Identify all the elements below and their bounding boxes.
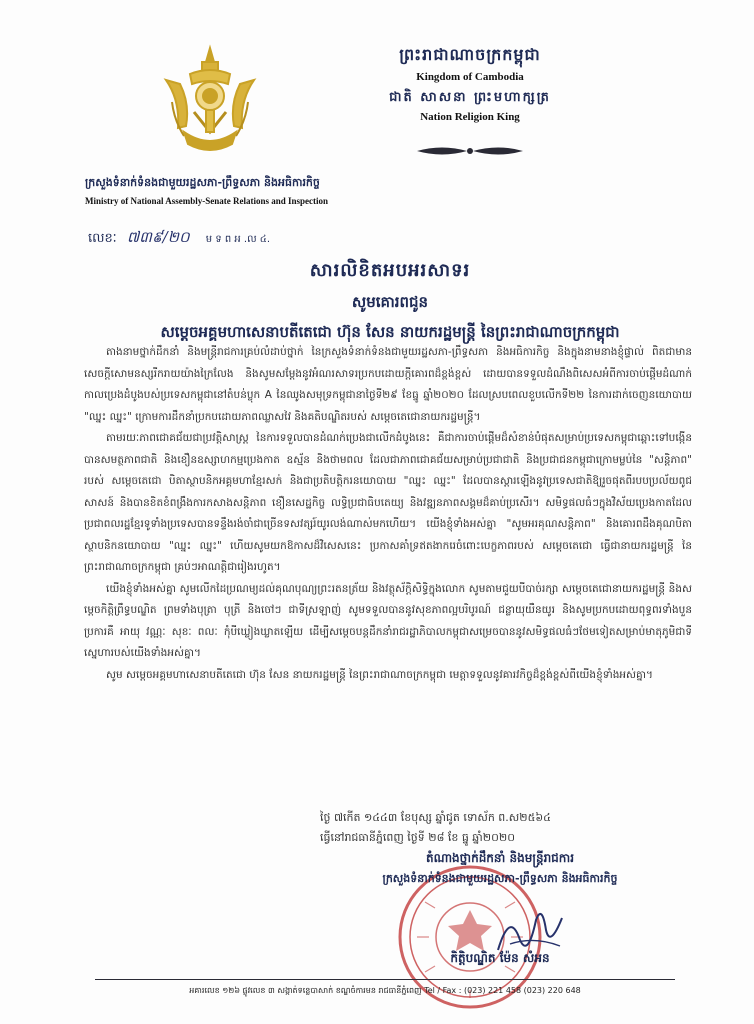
kingdom-title-en: Kingdom of Cambodia [416,71,524,83]
letter-type-title: សារលិខិតអបអរសាទរ [309,260,471,281]
footer-address: អគារលេខ ១២៦ ផ្លូវលេខ ៣ សង្កាត់ទន្លេបាសាក់ ខណ្ឌចំការមន រាជធានីភ្នំពេញ Tel / Fax : (023) 221 458 (023) 220 648 [189,986,581,995]
respectfully-line: សូមគោរពជូន [351,293,429,311]
reference-date-code: ម ទ ព អ .ល ៤. [205,234,271,245]
body-paragraph: តាមរយៈភាពជោគជ័យជាប្រវត្តិសាស្ត្រ នៃការទទួលបានដំណក់ប្រេងជាលើកដំបូងនេះ គឺជាការចាប់ផ្តើមដ៏សំខាន់បំផុតសម្រាប់ប្រទេសកម្ពុជាឆ្ពោះទៅបង្កើនបានសមត្ថភាពជាតិ និងខឿនឧស្សាហកម្មប្រេងកាត ឧស្ម័ន និងថាមពល ដែលជាភាពជោគជ័យសម្រាប់ប្រជាជាតិ និងប្រជាជនកម្ពុជាក្រោមម្លប់នៃ "សន្តិភាព" របស់ សម្តេចតេជោ បិតាស្ថាបនិកអគ្គមហាខ្មែរសក់ និងជាប្រតិបត្តិករនយោបាយ "ឈ្នះ ឈ្នះ" ដែលបានស្តារឡើងនូវប្រទេសជាតិឱ្យរួចផុតពីរបបប្រល័យពូជសាសន៍ និងបានខិតខំពង្រឹងការកសាងសន្តិភាព ខឿនសេដ្ឋកិច្ច លទ្ធិប្រជាធិបតេយ្យ និងវឌ្ឍនភាពសង្គមដ៏គាប់ប្រសើរ។ សមិទ្ធផលធំៗក្នុងវិស័យប្រេងកាតដែលប្រជាពលរដ្ឋខ្មែរទូទាំងប្រទេសបានទន្ទឹងរង់ចាំជាច្រើនទសវត្សរ៍យូរលង់ណាស់មកហើយ។ យើងខ្ញុំទាំងអស់គ្នា "សូមអរគុណសន្តិភាព" និងគោរពដឹងគុណបិតាស្ថាបនិកនយោបាយ "ឈ្នះ ឈ្នះ" ហើយសូមយកឱកាសដ៏វិសេសនេះ ប្រកាសគាំទ្រឥតងាករេចំពោះបេក្ខភាពរបស់ សម្តេចតេជោ ធ្វើជានាយករដ្ឋមន្ត្រី នៃព្រះរាជាណាចក្រកម្ពុជា គ្រប់ៗអាណត្តិជារៀងរហូត។ [84,432,692,573]
closing-dates [320,808,660,848]
reference-number: ៧៣៩/២០ [126,228,190,246]
place-and-date: ធ្វើនៅរាជធានីភ្នំពេញ ថ្ងៃទី ២៨ ខែ ធ្នូ ឆ្នាំ២០២០ [320,831,515,844]
letter-body [84,342,692,686]
ministry-name-kh: ក្រសួងទំនាក់ទំនងជាមួយរដ្ឋសភា-ព្រឹទ្ធសភា និងអធិការកិច្ច [85,176,320,189]
motto-en: Nation Religion King [420,111,520,123]
ministry-header [85,176,375,206]
body-paragraph: តាងនាមថ្នាក់ដឹកនាំ និងមន្ត្រីរាជការគ្រប់លំដាប់ថ្នាក់ នៃក្រសួងទំនាក់ទំនងជាមួយរដ្ឋសភា-ព្រឹទ្ធសភា និងអធិការកិច្ច និងក្នុងនាមនាងខ្ញុំផ្ទាល់ ពិតជាមានសេចក្តីសោមនស្សរីករាយយ៉ាងក្រៃលែង និងសូមសម្តែងនូវអំណរសាទរប្រកបដោយក្តីគោរពដ៏ខ្ពង់ខ្ពស់ ដោយបានទទួលដំណឹងពិសេសអំពីការចាប់ផ្តើមដំណាក់កាលប្រេងដំបូងបស់ប្រទេសកម្ពុជានៅតំបន់ប្លុក A នៃឈូងសមុទ្រកម្ពុជានាថ្ងៃទី២៩ ខែធ្នូ ឆ្នាំ២០២០ ដែលស្របពេលខួបលើកទី២២ នៃការដាក់ចេញនយោបាយ "ឈ្នះ ឈ្នះ" ក្រោមការដឹកនាំប្រកបដោយភាពឈ្លាសវៃ និងគតិបណ្ឌិតរបស់ សម្តេចតេជោនាយករដ្ឋមន្ត្រី។ [84,346,692,423]
kingdom-header [360,44,580,129]
divider-ornament-icon [415,144,525,158]
kingdom-title-kh: ព្រះរាជាណាចក្រកម្ពុជា [399,45,541,64]
addressee-line: សម្តេចអគ្គមហាសេនាបតីតេជោ ហ៊ុន សែន នាយករដ្ឋមន្ត្រី នៃព្រះរាជាណាចក្រកម្ពុជា [160,323,620,341]
footer-divider [95,979,675,980]
body-paragraph: យើងខ្ញុំទាំងអស់គ្នា សូមលើកដៃប្រណម្យដល់គុណបុណ្យព្រះរតនត្រ័យ និងវត្ថុស័ក្តិសិទ្ធិក្នុងលោក សូមតាមជួយបីបាច់រក្សា សម្តេចតេជោនាយករដ្ឋមន្ត្រី និងសម្តេចកិត្តិព្រឹទ្ធបណ្ឌិត ព្រមទាំងបុត្រា បុត្រី និងចៅៗ ជាទីស្រឡាញ់ សូមទទួលបាននូវសុខភាពល្អបរិបូរណ៍ ជន្លាយុយឺនយូរ និងសូមប្រកបដោយពុទ្ធពរទាំងបួនប្រការគឺ អាយុ វណ្ណៈ សុខៈ ពលៈ កុំបីឃ្លៀងឃ្លាតឡើយ ដើម្បីសម្តេចបន្តដឹកនាំរាជរដ្ឋាភិបាលកម្ពុជាសម្រេចបាននូវសមិទ្ធផលធំៗថែមទៀតសម្រាប់មាតុភូមិជាទីស្នេហារបស់យើងទាំងអស់គ្នា។ [84,582,692,659]
signing-ministry: ក្រសួងទំនាក់ទំនងជាមួយរដ្ឋសភា-ព្រឹទ្ធសភា និងអធិការកិច្ច [382,872,618,885]
royal-emblem-icon [150,40,270,160]
lunar-date: ថ្ងៃ ៧កើត ១៤៤៣ ខែបុស្ស ឆ្នាំជូត ទោស័ក ព.ស២៥៦៤ [320,811,551,824]
ministry-name-en: Ministry of National Assembly-Senate Relations and Inspection [85,196,329,206]
body-paragraph: សូម សម្តេចអគ្គមហាសេនាបតីតេជោ ហ៊ុន សែន នាយករដ្ឋមន្ត្រី នៃព្រះរាជាណាចក្រកម្ពុជា មេត្តាទទួលនូវគារវកិច្ចដ៏ខ្ពង់ខ្ពស់ពីយើងខ្ញុំទាំងអស់គ្នា។ [106,668,653,681]
reference-label: លេខៈ [88,231,117,246]
signer-name: កិត្តិបណ្ឌិត ម៉ែន សំអន [450,951,550,965]
motto-kh: ជាតិ សាសនា ព្រះមហាក្សត្រ [389,90,551,105]
signature-block [320,850,680,968]
representing-line: តំណាងថ្នាក់ដឹកនាំ និងមន្ត្រីរាជការ [425,851,575,865]
reference-line [88,228,270,250]
letter-titles [60,258,720,345]
